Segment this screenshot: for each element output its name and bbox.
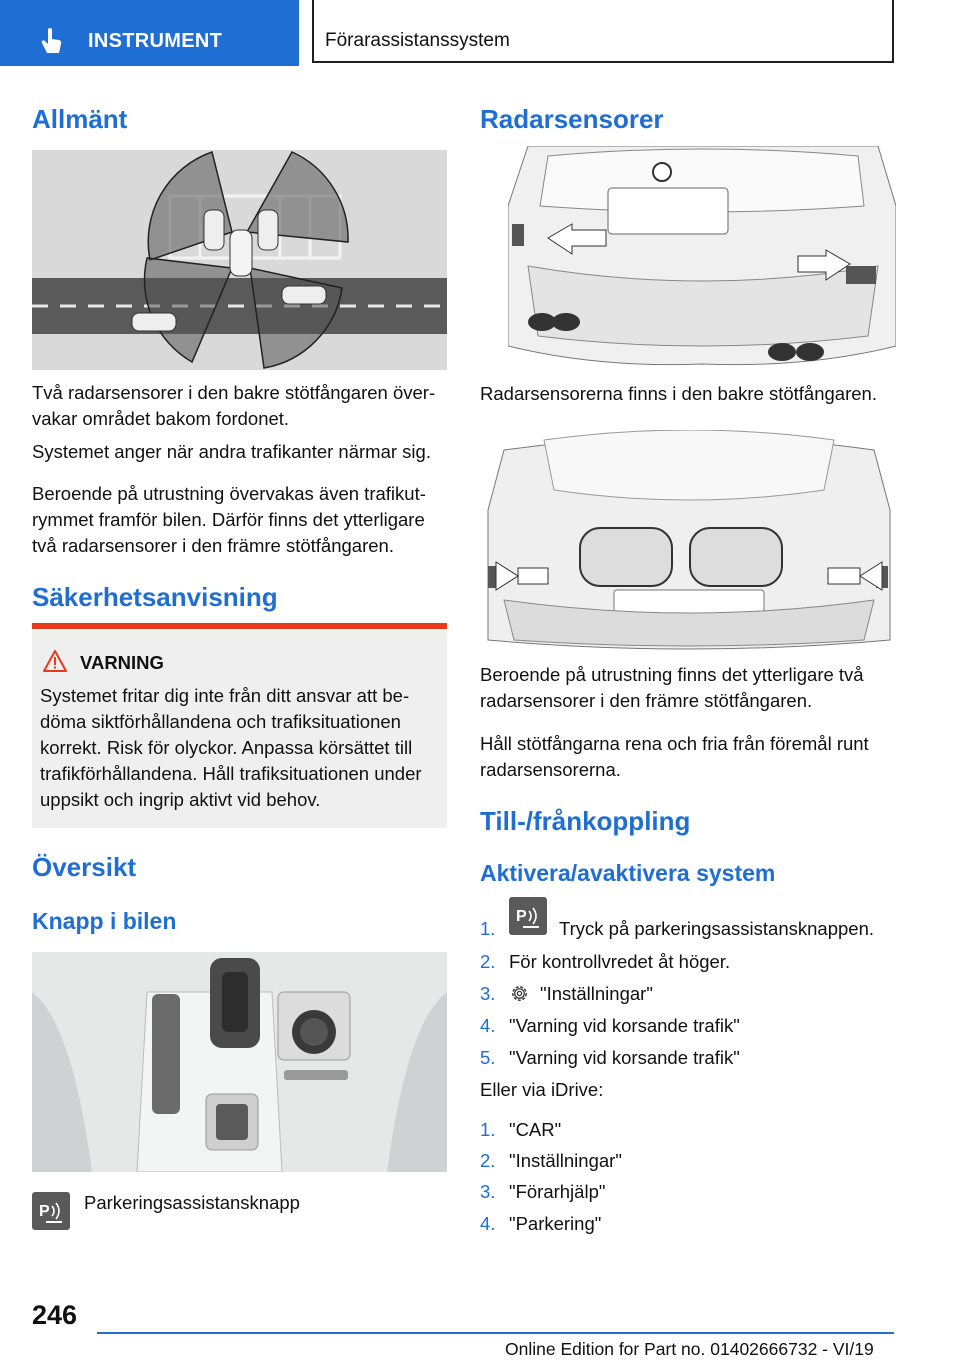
hand-pointer-icon bbox=[40, 28, 64, 54]
paragraph-general-3: Beroende på utrustning övervakas även trafikutrymmet framför bilen. Därför finns det ytterligare två radarsensorer i den främre stötfångaren. bbox=[32, 483, 426, 556]
paragraph-general-2: Systemet anger när andra trafikanter närmar sig. bbox=[32, 441, 431, 462]
center-console-illustration bbox=[32, 952, 447, 1172]
gear-icon bbox=[509, 983, 530, 1004]
heading-general: Allmänt bbox=[32, 104, 128, 134]
heading-overview: Översikt bbox=[32, 852, 137, 882]
page-number: 246 bbox=[32, 1300, 78, 1330]
front-bumper-illustration bbox=[484, 430, 894, 652]
warning-bar bbox=[32, 623, 447, 629]
parking-assist-button-icon bbox=[32, 1192, 70, 1230]
footer-rule bbox=[97, 1332, 894, 1334]
rear-bumper-illustration bbox=[508, 146, 896, 368]
warning-text: Systemet fritar dig inte från ditt ansvar att bedöma siktförhållandena och trafiksituationen korrekt. Risk för olyckor. Anpassa körsättet till trafikförhållandena. Håll trafiksituationen under uppsikt och ingrip aktivt vid behov. bbox=[40, 685, 422, 810]
section-label: INSTRUMENT bbox=[88, 30, 223, 52]
paragraph-keep-clean: Håll stötfångarna rena och fria från föremål runt radarsensorerna. bbox=[480, 733, 869, 780]
edition-note: Online Edition for Part no. 01402666732 - VI/19 bbox=[505, 1339, 874, 1359]
or-via-idrive: Eller via iDrive: bbox=[480, 1079, 604, 1100]
svg-text:P: P bbox=[39, 1203, 50, 1220]
chapter-title: Förarassistanssystem bbox=[325, 30, 510, 51]
warning-title: VARNING bbox=[80, 652, 164, 673]
subheading-activate: Aktivera/avaktivera system bbox=[480, 860, 776, 886]
heading-radar: Radarsensorer bbox=[480, 104, 664, 134]
heading-safety: Säkerhetsanvisning bbox=[32, 582, 278, 612]
caption-rear-sensors: Radarsensorerna finns i den bakre stötfångaren. bbox=[480, 383, 877, 404]
radar-zones-illustration bbox=[32, 150, 447, 370]
button-caption: Parkeringsassistansknapp bbox=[84, 1192, 300, 1213]
heading-on-off: Till-/frånkoppling bbox=[480, 806, 691, 836]
subheading-button: Knapp i bilen bbox=[32, 908, 177, 934]
paragraph-general-1: Två radarsensorer i den bakre stötfångaren övervakar området bakom fordonet. bbox=[32, 382, 436, 429]
parking-assist-icon bbox=[509, 897, 547, 935]
warning-triangle-icon bbox=[43, 650, 67, 672]
paragraph-front-sensors: Beroende på utrustning finns det ytterligare två radarsensorer i den främre stötfångaren. bbox=[480, 664, 864, 711]
svg-text:P: P bbox=[516, 908, 527, 925]
